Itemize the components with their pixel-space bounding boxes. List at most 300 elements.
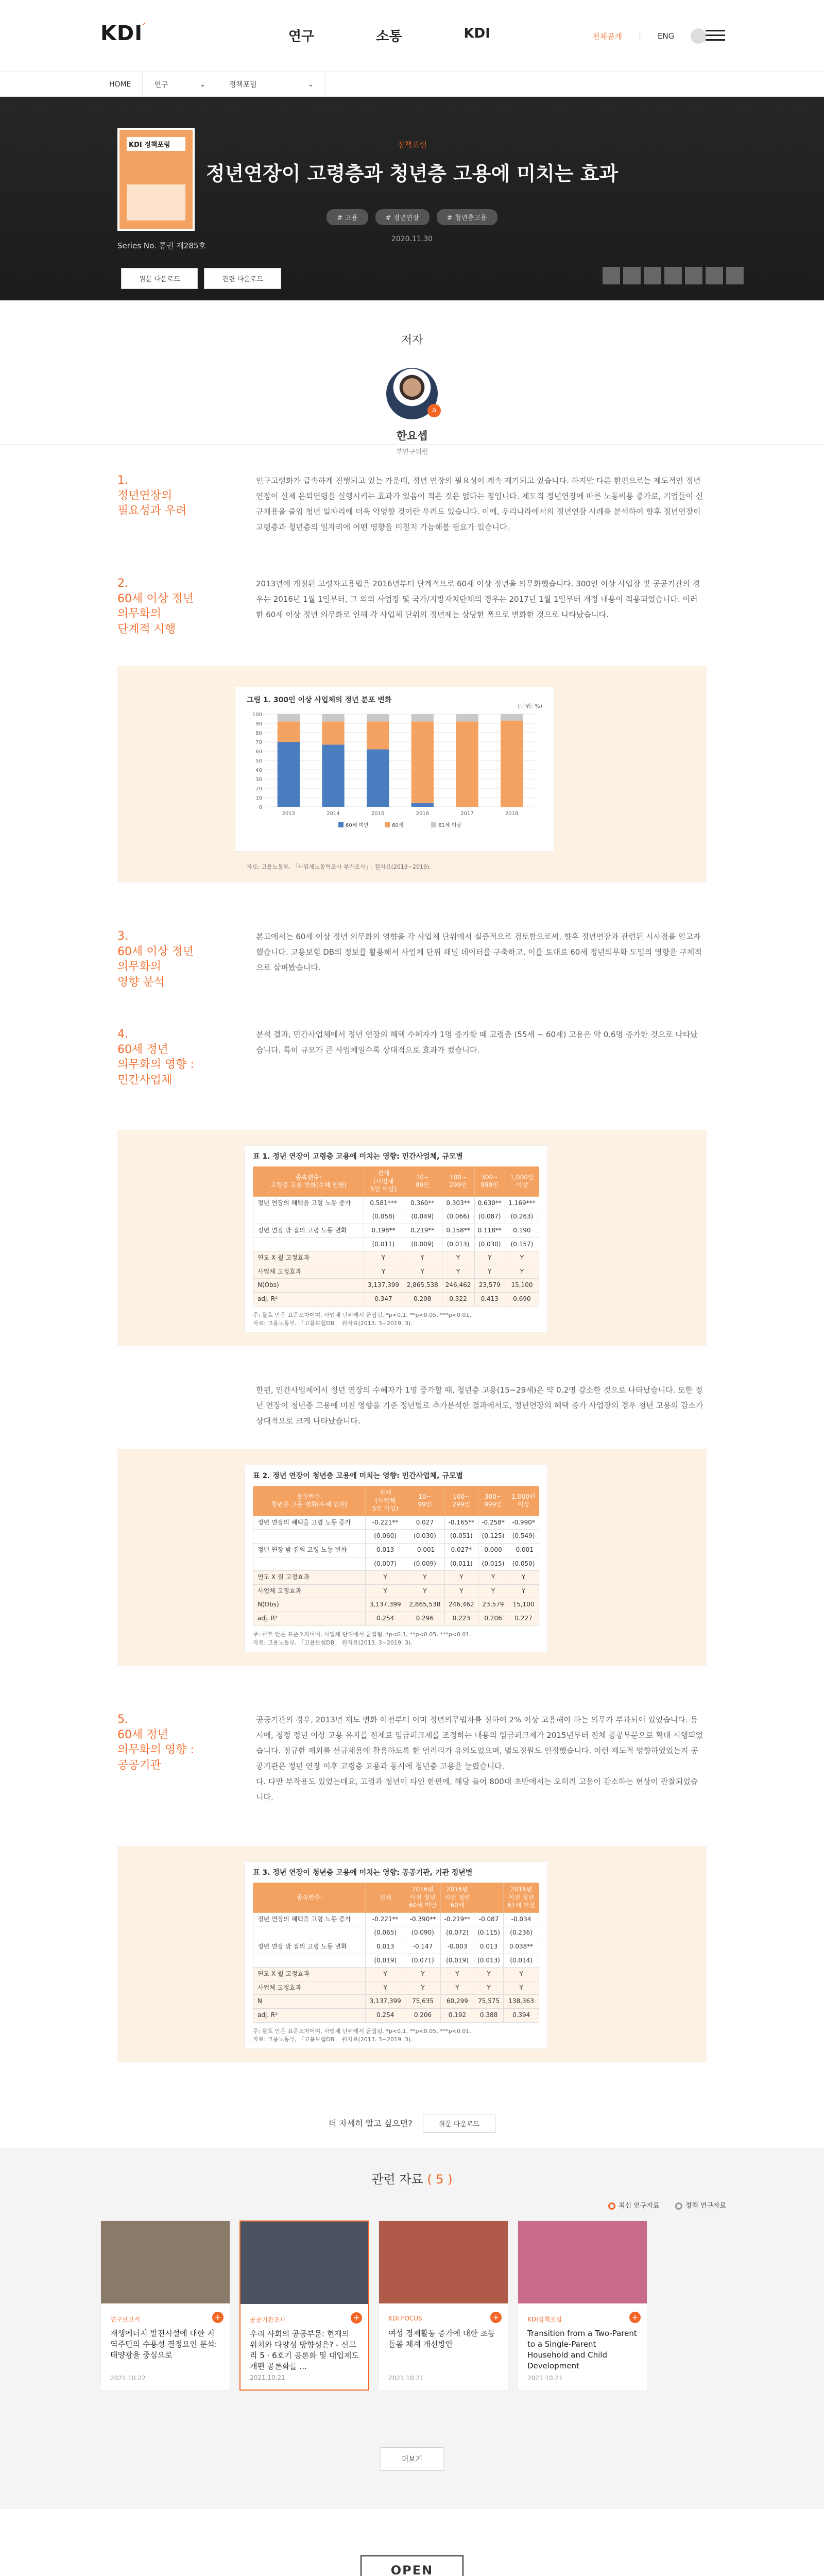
table-cell: 23,579 [474,1279,505,1293]
table-cell: Y [405,1981,441,1995]
main-nav [288,26,490,45]
table-cell: N(Obs) [253,1279,364,1293]
table-cell: (0.014) [504,1954,539,1968]
table-cell: adj. R² [253,1612,366,1625]
bar-segment [411,803,434,807]
breadcrumb-level2[interactable]: 정책포럼 ⌄ [217,72,325,97]
x-tick-label: 2017 [460,811,474,817]
table-cell: 15,100 [505,1279,539,1293]
table-3-box [117,1846,707,2062]
table-header-cell: 2016년 이전 정년 60세 [440,1883,474,1913]
y-tick-label: 10 [255,795,262,801]
table-cell: (0.087) [474,1210,505,1224]
more-info [0,2114,824,2133]
card-category: KDI FOCUS [388,2315,422,2322]
table-cell [253,1238,364,1251]
share-icon[interactable] [726,267,744,284]
x-tick-label: 2016 [416,811,430,817]
keyword-tags [0,209,824,225]
bar-segment [367,714,389,721]
table-cell: Y [505,1251,539,1265]
tag[interactable]: # 정년연장 [375,209,430,225]
table-cell: Y [474,1251,505,1265]
y-tick-label: 60 [255,749,262,755]
x-tick-label: 2018 [505,811,519,817]
email-icon[interactable] [664,267,682,284]
related-title: 관련 자료 ( 5 ) [371,2172,453,2187]
figure-1-box [117,666,707,883]
y-tick-label: 0 [259,805,262,810]
table-header-cell: 전체 [366,1883,405,1913]
table-cell: (0.060) [366,1530,405,1544]
table-row [253,1292,539,1306]
table-cell: 60,299 [440,1995,474,2009]
toggle-policy[interactable]: 정책 연구자료 [675,2200,726,2210]
table-cell: -0.390** [405,1912,441,1926]
breadcrumb [0,72,824,97]
y-tick-label: 80 [255,731,262,736]
table-cell: 0.198** [364,1224,403,1238]
table-header-cell: 1,000인 이상 [505,1167,539,1197]
table-cell: 0.223 [444,1612,478,1625]
section-heading-1: 1. 정년연장의 필요성과 우려 [117,474,187,518]
table-3-title: 표 3. 정년 연장이 청년층 고용에 미치는 영향: 공공기관, 기관 정년별 [253,1869,473,1877]
table-row [253,1912,539,1926]
card-category: 공공기관조사 [250,2316,286,2324]
table-cell: 0.206 [405,2008,441,2022]
table-2-grid [253,1486,539,1626]
table-cell: (0.263) [505,1210,539,1224]
table-cell: Y [366,1571,405,1585]
card-category: 연구보고서 [110,2316,140,2323]
table-cell: (0.050) [508,1557,539,1571]
table-cell: Y [442,1251,474,1265]
table-cell: (0.066) [442,1210,474,1224]
util-eng-link[interactable]: ENG [658,31,675,41]
table-cell: 0.322 [442,1292,474,1306]
section-heading-2: 2. 60세 이상 정년 의무화의 단계적 시행 [117,577,194,636]
table-cell: 0.027 [405,1516,445,1530]
breadcrumb-level1[interactable]: 연구 ⌄ [143,72,217,97]
table-cell: 0.219** [403,1224,442,1238]
table-cell: Y [444,1584,478,1598]
table-cell: Y [474,1265,505,1279]
table-cell: (0.015) [478,1557,508,1571]
table-row [253,1968,539,1981]
chart-unit: (단위: %) [518,703,542,709]
table-cell: (0.009) [405,1557,445,1571]
bar-segment [501,721,523,807]
table-cell: (0.125) [478,1530,508,1544]
table-cell: Y [403,1265,442,1279]
table-cell: (0.019) [366,1954,405,1968]
table-cell: 0.118** [474,1224,505,1238]
section-heading-3: 3. 60세 이상 정년 의무화의 영향 분석 [117,930,194,989]
table-row [253,1954,539,1968]
globe-icon[interactable] [691,28,706,44]
card-title: 재생에너지 발전시설에 대한 지역주민의 수용성 결정요인 분석: 태양광을 중심으로 [110,2329,217,2360]
table-cell: 138,363 [504,1995,539,2009]
table-cell: 사업체 고정효과 [253,1265,364,1279]
table-cell: 75,635 [405,1995,441,2009]
table-cell [253,1557,366,1571]
table-1 [244,1145,548,1333]
more-info-text: 더 자세히 알고 싶으면? [328,2119,413,2128]
table-cell: 0.254 [366,2008,405,2022]
bar-segment [411,721,434,803]
table-1-title: 표 1. 정년 연장이 고령층 고용에 미치는 영향: 민간사업체, 규모별 [253,1153,463,1161]
table-cell: 0.630** [474,1196,505,1210]
table-row [253,1995,539,2009]
table-cell: Y [366,1968,405,1981]
table-cell: Y [505,1265,539,1279]
blog-icon[interactable] [644,267,661,284]
table-header-cell: 종속변수: 청년층 고용 변화(수혜 인원) [253,1486,366,1516]
table-cell: 0.000 [478,1543,508,1557]
breadcrumb-home[interactable]: HOME [98,72,143,97]
table-row [253,2008,539,2022]
figure-1 [235,687,554,870]
table-cell: 정년 연장 밖 집의 고령 노동 변화 [253,1940,366,1954]
page-title: 정년연장이 고령층과 청년층 고용에 미치는 효과 [205,162,619,185]
site-header [0,0,824,72]
table-cell: N [253,1995,366,2009]
card-date: 2021.10.22 [110,2375,146,2382]
table-cell: (0.236) [504,1926,539,1940]
table-2-box [117,1449,707,1666]
report-cover-image: KDI 정책포럼 [117,128,195,231]
kdi-logo[interactable]: KDI′ [100,22,146,45]
table-cell: 정년 연장의 혜택을 고령 노동 증가 [253,1516,366,1530]
table-row [253,1224,539,1238]
table-2-note: 주: 괄호 안은 표준오차이며, 사업체 단위에서 군집됨. *p<0.1, **p<0.05, ***p<0.01. 자료: 고용노동부, 「고용보험DB」 원자료(2013. 3~2019. 3). [253,1631,471,1646]
table-cell: -0.003 [440,1940,474,1954]
section-text-2: 2013년에 개정된 고령자고용법은 2016년부터 단계적으로 60세 이상 정년을 의무화했습니다. 300인 이상 사업장 및 공공기관의 경우는 2016년 1월 1일부터, 그 외의 사업장 및 국가/지방자치단체의 경우는 2017년 1월 1일부터 개정 내용이 적용되었습니다. 이러한 60세 이상 정년 의무화로 인해 각 사업체 단위의 정년제는 상당한 폭으로 변화한 것으로 나타났습니다. [256,579,700,619]
table-cell: Y [504,1968,539,1981]
y-tick-label: 20 [255,786,262,792]
table-cell: 0.038** [504,1940,539,1954]
related-card[interactable] [518,2221,647,2391]
x-tick-label: 2014 [327,811,340,817]
table-cell: (0.157) [505,1238,539,1251]
report-category: 정책포럼 [397,140,427,149]
table-cell: 정년 연장 밖 집의 고령 노동 변화 [253,1543,366,1557]
table-row [253,1612,539,1625]
table-cell: (0.049) [403,1210,442,1224]
legend-label: 60세 미만 [346,823,369,828]
table-cell [253,1954,366,1968]
open-license-badge[interactable]: OPEN [360,2555,464,2576]
table-cell: Y [474,1981,503,1995]
table-cell: 연도 X 월 고정효과 [253,1968,366,1981]
table-cell: 2,865,538 [405,1598,445,1612]
table-header-cell: 10~ 99인 [403,1167,442,1197]
author-heading: 저자 [401,334,423,347]
chart-title: 그림 1. 300인 이상 사업체의 정년 분포 변화 [247,696,392,704]
table-cell: Y [440,1981,474,1995]
table-header-cell: 종속변수: [253,1883,366,1913]
section-text-3: 본고에서는 60세 이상 정년 의무화의 영향을 각 사업체 단위에서 실증적으로 검토함으로써, 향후 정년연장과 관련된 시사점을 얻고자 했습니다. 고용보험 DB의 정보를 활용해서 사업체 단위 패널 데이터를 구축하고, 이를 토대로 60세 정년의무화 도입의 영향을 구체적으로 살펴봤습니다. [256,932,702,972]
bar-segment [456,721,478,807]
table-cell: 1.169*** [505,1196,539,1210]
table-cell: 0.027* [444,1543,478,1557]
card-title: 여성 경제활동 증가에 대한 초등돌봄 체계 개선방안 [388,2329,495,2349]
table-cell: 정년 연장 밖 집의 고령 노동 변화 [253,1224,364,1238]
table-3-grid [253,1883,539,2023]
toggle-latest[interactable]: 최신 연구자료 [608,2200,659,2210]
table-cell: 정년 연장의 혜택을 고령 노동 증가 [253,1912,366,1926]
table-cell: (0.071) [405,1954,441,1968]
table-cell: (0.051) [444,1530,478,1544]
util-links: 전체공개 | ENG [592,28,706,44]
table-cell: 0.254 [366,1612,405,1625]
table-header-cell: 300~ 999인 [478,1486,508,1516]
table-cell: 0.296 [405,1612,445,1625]
table-row [253,1516,539,1530]
table-cell: 0.227 [508,1612,539,1625]
table-cell: Y [478,1571,508,1585]
table-cell: 0.388 [474,2008,503,2022]
bar-segment [278,714,300,721]
table-cell: N(Obs) [253,1598,366,1612]
card-date: 2021.10.21 [527,2375,563,2382]
nav-research[interactable]: 연구 [288,29,315,44]
y-tick-label: 100 [252,712,262,718]
legend-label: 60세 [392,823,404,828]
table-2 [244,1465,548,1652]
table-header-cell [474,1883,503,1913]
nav-communication[interactable]: 소통 [376,29,402,44]
related-card[interactable] [239,2221,369,2391]
table-row [253,1571,539,1585]
x-tick-label: 2013 [282,811,296,817]
table-cell: 정년 연장의 혜택을 고령 노동 증가 [253,1196,364,1210]
table-row [253,1557,539,1571]
table-cell: Y [508,1571,539,1585]
table-cell: (0.007) [366,1557,405,1571]
table-cell: Y [364,1265,403,1279]
tag[interactable]: # 청년층고용 [437,209,497,225]
table-row [253,1238,539,1251]
y-tick-label: 90 [255,721,262,727]
table-cell: -0.147 [405,1940,441,1954]
table-cell [253,1210,364,1224]
table-cell: -0.219** [440,1912,474,1926]
table-cell: (0.090) [405,1926,441,1940]
table-row [253,1265,539,1279]
y-tick-label: 30 [255,777,262,783]
load-more-button[interactable]: 더보기 [381,2447,444,2471]
section-text-1: 인구고령화가 급속하게 진행되고 있는 가운데, 정년 연장의 필요성이 계속 제기되고 있습니다. 하지만 다른 한편으로는 제도적인 정년 연장이 실제 은퇴연령을 실행시키는 효과가 있음이 적은 것은 없다는 점입니다. 제도적 정년연장에 따른 노동비용 증가로, 기업들이 신규채용을 줄임 청년 일자리에 더욱 악영향 것이란 우려도 있습니다. 이에, 우리나라에서의 정년연장 사례를 분석하여 향후 정년연장이 고령층과 청년층의 일자리에 어떤 영향을 미칠지 가늠해볼 필요가 있습니다. [256,476,703,532]
table-cell: (0.009) [403,1238,442,1251]
related-toggle [608,2200,726,2210]
table-row [253,1530,539,1544]
table-cell: (0.030) [474,1238,505,1251]
card-date: 2021.10.21 [388,2375,424,2382]
table-cell [253,1530,366,1544]
plus-icon[interactable]: + [351,2312,362,2324]
table-cell: Y [478,1584,508,1598]
x-tick-label: 2015 [371,811,385,817]
table-cell: -0.221** [366,1516,405,1530]
table-cell: 246,462 [442,1279,474,1293]
table-cell: 23,579 [478,1598,508,1612]
table-row [253,1196,539,1210]
table-1-note: 주: 괄호 안은 표준오차이며, 사업체 단위에서 군집됨. *p<0.1, **p<0.05, ***p<0.01. 자료: 고용노동부, 「고용보험DB」 원자료(2013. 3~2019. 3). [253,1311,471,1327]
tag[interactable]: # 고용 [327,209,368,225]
table-cell: 0.206 [478,1612,508,1625]
article-body [0,445,824,2150]
card-title: 우리 사회의 공공부문: 현재의 위치와 다양성 방향성은? - 신고리 5 · 6호기 공론화 및 대입제도 개편 공론화를 ... [250,2329,359,2371]
table-header-cell: 2016년 이전 정년 61세 이상 [504,1883,539,1913]
table-cell [253,1926,366,1940]
open-license [0,2555,824,2576]
table-cell: (0.115) [474,1926,503,1940]
chevron-down-icon: ⌄ [199,80,206,89]
y-tick-label: 50 [255,758,262,764]
table-header-cell: 100~ 299인 [442,1167,474,1197]
table-cell: 2,865,538 [403,1279,442,1293]
table-cell: Y [364,1251,403,1265]
legend-swatch [338,822,344,827]
table-cell: -0.001 [405,1543,445,1557]
table-header-cell: 2016년 이전 정년 60세 미만 [405,1883,441,1913]
table-cell: 0.192 [440,2008,474,2022]
legend-swatch [431,822,436,827]
print-icon[interactable] [706,267,723,284]
bar-segment [278,721,300,742]
hamburger-menu-icon[interactable] [706,27,725,44]
section-text-4b: 한편, 민간사업체에서 정년 연장의 수혜자가 1명 증가할 때, 청년층 고용(15~29세)은 약 0.2명 감소한 것으로 나타났습니다. 또한 정년 연장이 청년층 고용에 미친 영향을 기준 정년별로 추가분석한 결과에서도, 정년연장의 혜택 증가 사업장의 경우 청년 고용의 감소가 상대적으로 크게 나타났습니다. [256,1385,703,1426]
table-1-box [117,1130,707,1346]
table-header-cell: 전체 (사업체 5인 이상) [366,1486,405,1516]
table-1-grid [253,1166,539,1307]
util-open-link[interactable]: 전체공개 [592,31,622,41]
download-related-button[interactable]: 관련 다운로드 [204,268,281,289]
table-cell: 0.347 [364,1292,403,1306]
table-cell: -0.165** [444,1516,478,1530]
plus-icon[interactable]: + [212,2312,224,2323]
table-row [253,1584,539,1598]
related-cards [100,2221,647,2391]
table-cell: 0.581*** [364,1196,403,1210]
card-thumbnail [241,2222,368,2304]
table-cell: 0.303** [442,1196,474,1210]
download-original-button-bottom[interactable]: 원문 다운로드 [423,2114,495,2133]
table-cell: (0.058) [364,1210,403,1224]
table-cell: (0.011) [444,1557,478,1571]
table-cell: adj. R² [253,1292,364,1306]
card-date: 2021.10.21 [250,2374,285,2381]
author-badge-icon: a [427,404,441,417]
table-cell: 연도 X 월 고정효과 [253,1571,366,1585]
table-cell: Y [403,1251,442,1265]
author-avatar[interactable] [386,368,438,419]
plus-icon[interactable]: + [629,2312,641,2323]
card-thumbnail [379,2221,508,2303]
twitter-icon[interactable] [623,267,641,284]
card-category: KDI정책포럼 [527,2316,562,2323]
table-cell: Y [366,1584,405,1598]
table-cell: 0.690 [505,1292,539,1306]
table-row [253,1940,539,1954]
legend-label: 61세 이상 [438,823,461,828]
nav-kdi[interactable]: KDI [464,26,490,41]
link-icon[interactable] [685,267,702,284]
bar-segment [456,714,478,721]
table-cell: Y [405,1571,445,1585]
table-row [253,1926,539,1940]
facebook-icon[interactable] [603,267,620,284]
bar-segment [278,742,300,807]
table-cell: 0.298 [403,1292,442,1306]
section-heading-4: 4. 60세 정년 의무화의 영향 : 민간사업체 [117,1028,194,1087]
table-cell: 0.013 [366,1543,405,1557]
table-header-cell: 300~ 999인 [474,1167,505,1197]
table-cell: Y [405,1584,445,1598]
table-cell: (0.013) [442,1238,474,1251]
table-row [253,1251,539,1265]
table-cell: 3,137,399 [366,1995,405,2009]
related-card[interactable] [100,2221,230,2391]
bar-segment [322,714,344,721]
plus-icon[interactable]: + [490,2312,502,2323]
table-cell: (0.013) [474,1954,503,1968]
table-cell: -0.001 [508,1543,539,1557]
table-cell: Y [444,1571,478,1585]
table-cell: 0.013 [474,1940,503,1954]
bar-segment [411,714,434,721]
table-cell: Y [366,1981,405,1995]
table-cell: (0.019) [440,1954,474,1968]
card-thumbnail [101,2221,230,2303]
table-cell: -0.221** [366,1912,405,1926]
table-cell: Y [474,1968,503,1981]
chevron-down-icon: ⌄ [307,80,314,89]
table-header-cell: 10~ 99인 [405,1486,445,1516]
table-3 [244,1861,548,2049]
y-tick-label: 70 [255,740,262,745]
table-cell: Y [504,1981,539,1995]
table-cell: Y [508,1584,539,1598]
table-cell: 0.013 [366,1940,405,1954]
table-cell: (0.011) [364,1238,403,1251]
table-cell: 246,462 [444,1598,478,1612]
table-header-cell: 전체 (사업체 5인 이상) [364,1167,403,1197]
table-row [253,1279,539,1293]
table-row [253,1543,539,1557]
card-thumbnail [518,2221,647,2303]
table-cell: -0.034 [504,1912,539,1926]
publish-date: 2020.11.30 [391,235,433,243]
table-cell: (0.549) [508,1530,539,1544]
bar-segment [367,749,389,807]
section-text-4: 분석 결과, 민간사업체에서 정년 연장의 혜택 수혜자가 1명 증가할 때 고령층 (55세 ~ 60세) 고용은 약 0.6명 증가한 것으로 나타났습니다. 특히 규모가 큰 사업체일수록 상대적으로 효과가 컸습니다. [256,1030,698,1055]
table-cell: 0.158** [442,1224,474,1238]
download-original-button[interactable]: 원문 다운로드 [121,268,198,289]
table-cell: 0.360** [403,1196,442,1210]
chart-source: 자료: 고용노동부, 「사업체노동력조사 부가조사」, 원자료(2013~2019). [247,863,431,870]
table-cell: 3,137,399 [364,1279,403,1293]
author-section [0,300,824,456]
author-name[interactable]: 한요셉 [396,430,428,442]
related-card[interactable] [379,2221,508,2391]
table-row [253,1981,539,1995]
table-cell: 15,100 [508,1598,539,1612]
bar-segment [367,721,389,749]
table-header-cell: 100~ 299인 [444,1486,478,1516]
series-number: Series No. 통권 제285호 [117,241,206,250]
